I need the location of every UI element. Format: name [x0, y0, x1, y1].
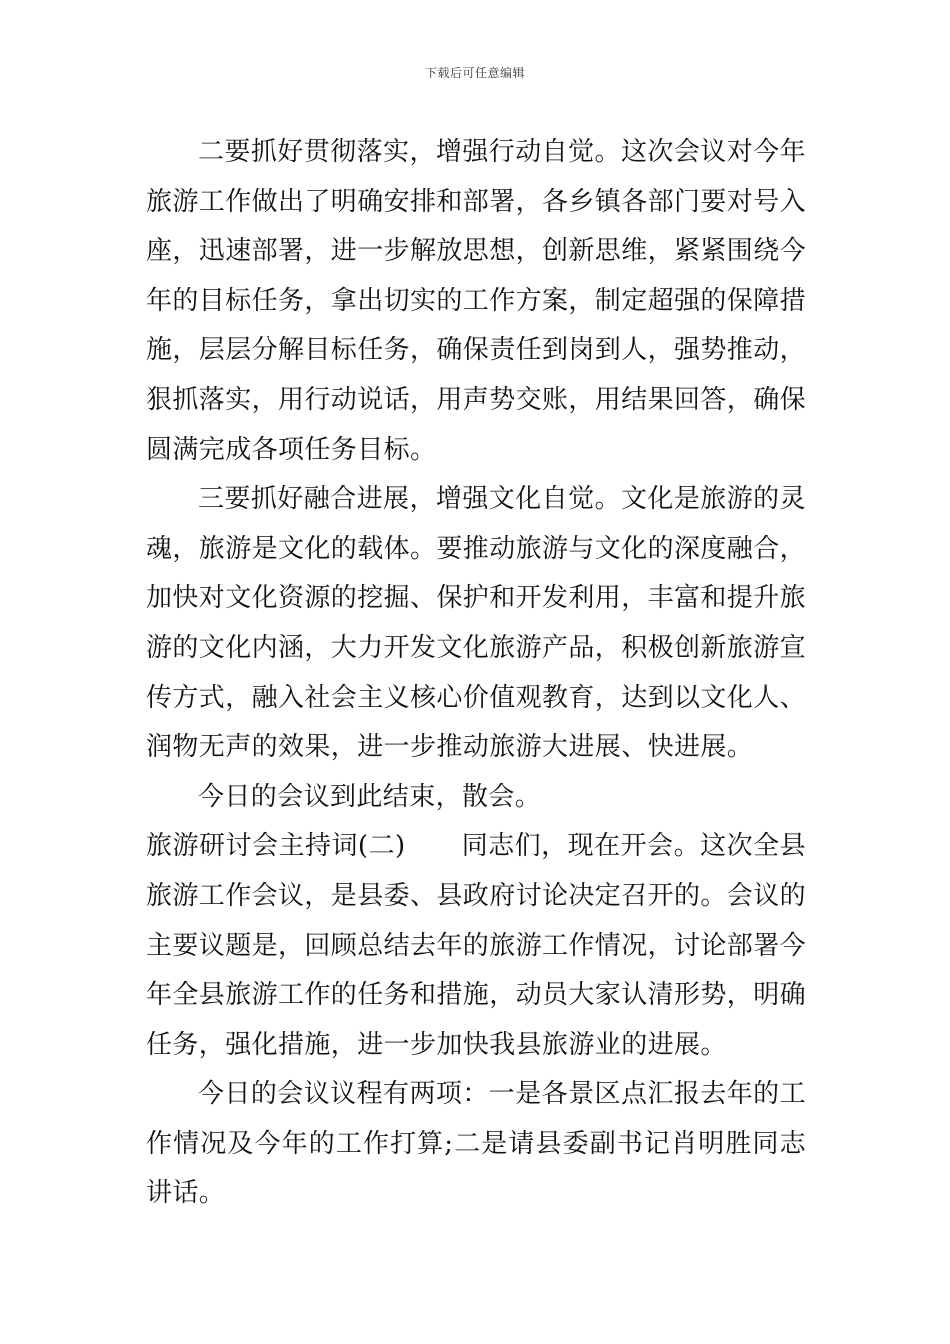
section-title: 旅游研讨会主持词(二)	[146, 831, 406, 862]
paragraph-culture: 三要抓好融合进展，增强文化自觉。文化是旅游的灵魂，旅游是文化的载体。要推动旅游与文化的深度融合，加快对文化资源的挖掘、保护和开发利用，丰富和提升旅游的文化内涵，大力开发文化旅游产品，积极创新旅游宣传方式，融入社会主义核心价值观教育，达到以文化人、润物无声的效果，进一步推动旅游大进展、快进展。	[146, 484, 807, 763]
section-paragraph	[146, 822, 806, 1070]
paragraph-adjourn: 今日的会议到此结束，散会。	[198, 781, 542, 812]
document-body	[146, 128, 806, 1219]
page-header: 下载后可任意编辑	[424, 66, 525, 80]
paragraph-implementation: 二要抓好贯彻落实，增强行动自觉。这次会议对今年旅游工作做出了明确安排和部署，各乡镇各部门要对号入座，迅速部署，进一步解放思想，创新思维，紧紧围绕今年的目标任务，拿出切实的工作方案，制定超强的保障措施，层层分解目标任务，确保责任到岗到人，强势推动，狠抓落实，用行动说话，用声势交账，用结果回答，确保圆满完成各项任务目标。	[146, 137, 807, 465]
paragraph-agenda: 今日的会议议程有两项：一是各景区点汇报去年的工作情况及今年的工作打算;二是请县委副书记肖明胜同志讲话。	[146, 1079, 806, 1209]
section-lead: 同志们，现在开会。这次全县旅游工作会议，是县委、县政府讨论决定召开的。会议的主要议题是，回顾总结去年的旅游工作情况，讨论部署今年全县旅游工作的任务和措施，动员大家认清形势，明确任务，强化措施，进一步加快我县旅游业的进展。	[146, 831, 807, 1060]
